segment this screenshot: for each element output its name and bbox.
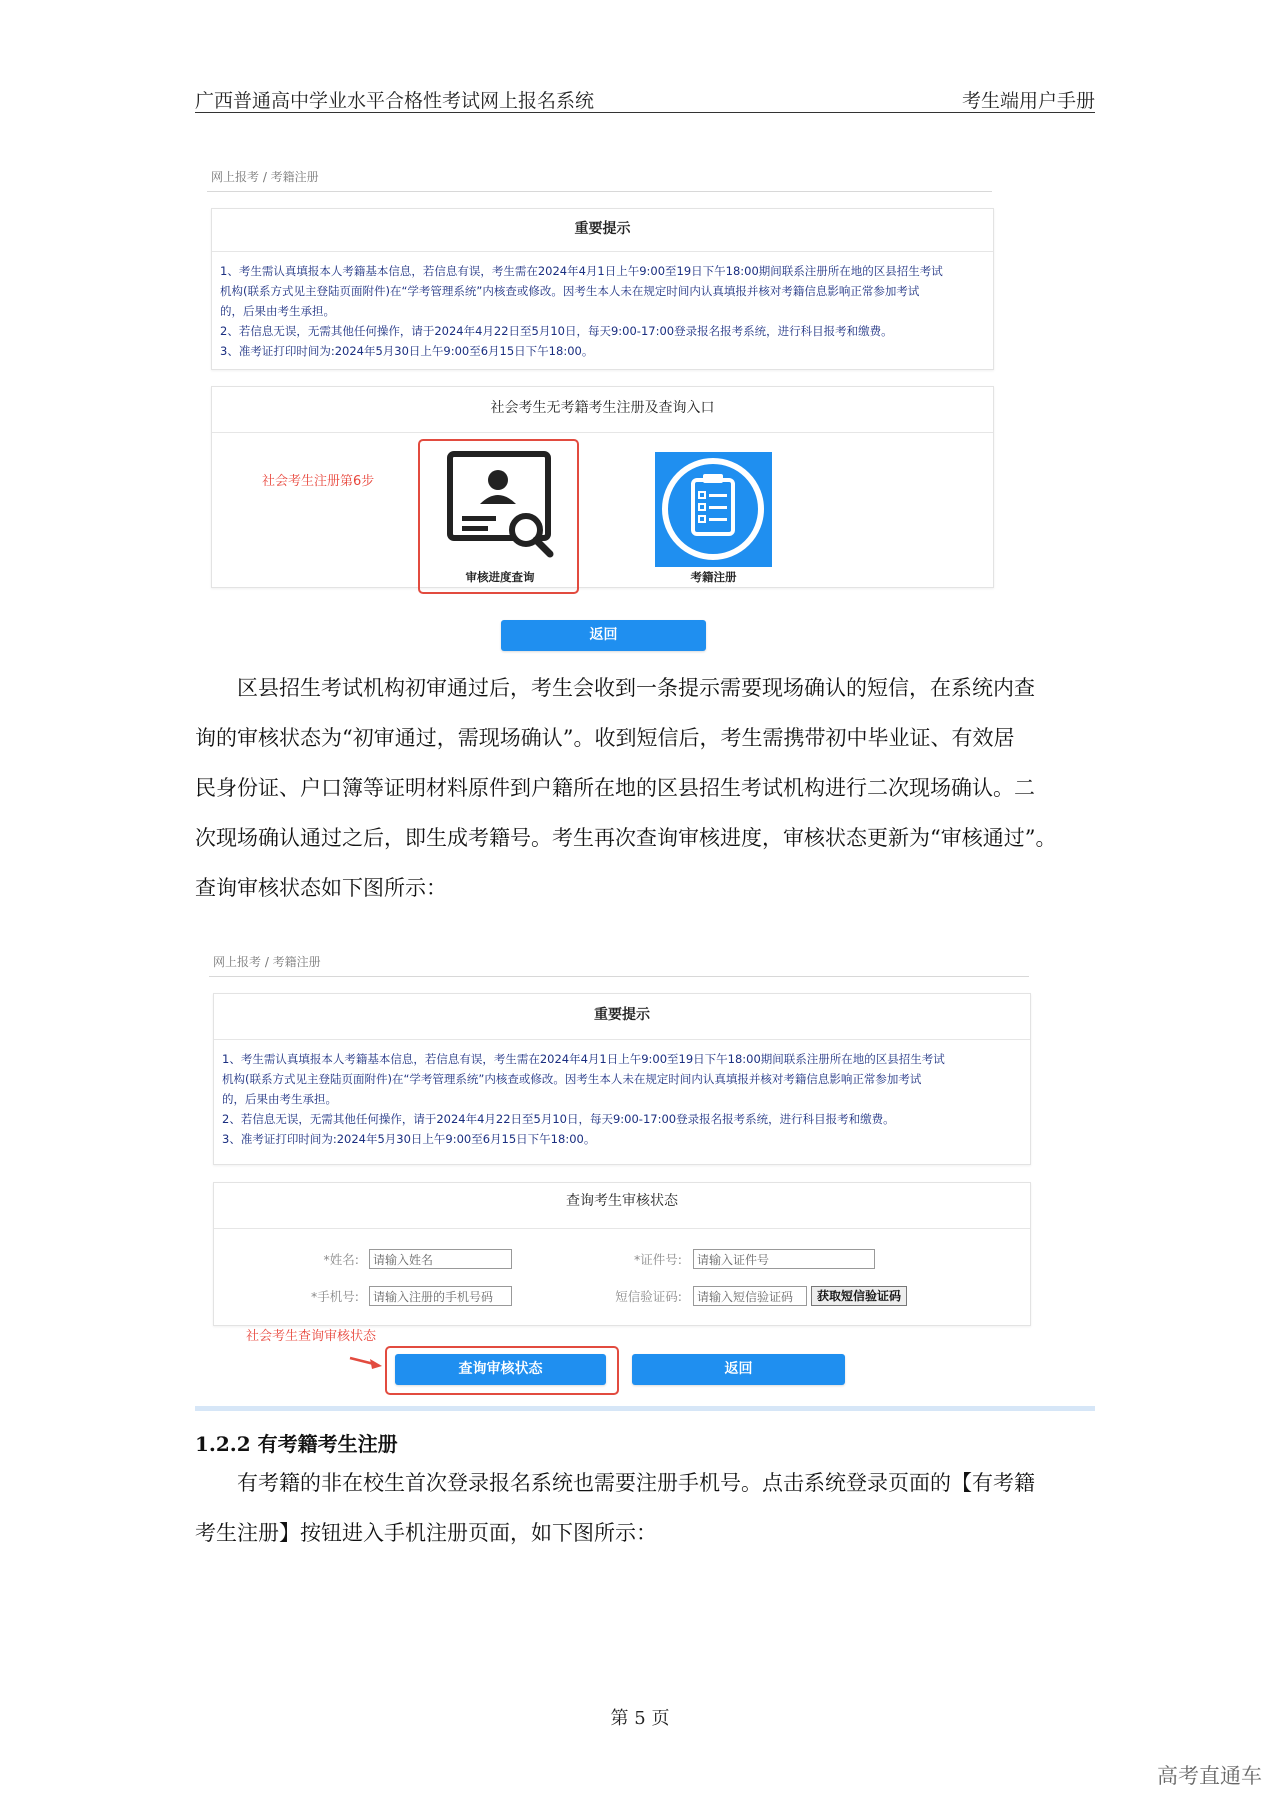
breadcrumb: 网上报考 / 考籍注册: [213, 955, 321, 969]
notice-panel: [213, 993, 1031, 1165]
step-annotation: 社会考生查询审核状态: [246, 1329, 377, 1344]
notice-panel: [211, 208, 994, 370]
paragraph-line: 民身份证、户口簿等证明材料原件到户籍所在地的区县招生考试机构进行二次现场确认。二: [195, 776, 1035, 800]
get-sms-code-button[interactable]: 获取短信验证码: [811, 1286, 907, 1306]
arrow-icon: [348, 1355, 384, 1371]
notice-line: 的，后果由考生承担。: [220, 304, 335, 318]
name-label: *姓名:: [323, 1252, 359, 1267]
phone-label: *手机号:: [311, 1289, 359, 1304]
paragraph-line: 有考籍的非在校生首次登录报名系统也需要注册手机号。点击系统登录页面的【有考籍: [237, 1471, 1035, 1495]
notice-line: 1、考生需认真填报本人考籍基本信息，若信息有误，考生需在2024年4月1日上午9:00至19日下午18:00期间联系注册所在地的区县招生考试: [222, 1052, 945, 1066]
notice-line: 3、准考证打印时间为:2024年5月30日上午9:00至6月15日下午18:00。: [222, 1132, 596, 1146]
notice-line: 机构(联系方式见主登陆页面附件)在“学考管理系统”内核查或修改。因考生本人未在规定时间内认真填报并核对考籍信息影响正常参加考试: [222, 1072, 922, 1086]
breadcrumb-divider: [209, 976, 1029, 977]
figure-bottom-rule: [195, 1406, 1095, 1411]
audit-query-label[interactable]: 审核进度查询: [465, 570, 535, 584]
header-manual-name: 考生端用户手册: [961, 90, 1095, 112]
notice-line: 3、准考证打印时间为:2024年5月30日上午9:00至6月15日下午18:00。: [220, 344, 594, 358]
id-label: *证件号:: [634, 1252, 682, 1267]
name-input[interactable]: 请输入姓名: [369, 1249, 512, 1269]
notice-text: [222, 1049, 1027, 1149]
notice-line: 1、考生需认真填报本人考籍基本信息，若信息有误，考生需在2024年4月1日上午9:00至19日下午18:00期间联系注册所在地的区县招生考试: [220, 264, 943, 278]
entry-title: 社会考生无考籍考生注册及查询入口: [490, 400, 715, 416]
registration-label[interactable]: 考籍注册: [690, 570, 737, 584]
back-button[interactable]: 返回: [632, 1354, 845, 1385]
breadcrumb-divider: [207, 191, 992, 192]
section-heading: 1.2.2 有考籍考生注册: [195, 1432, 398, 1456]
notice-divider: [214, 1039, 1030, 1040]
running-header: [195, 86, 1095, 113]
watermark: 高考直通车: [1157, 1764, 1262, 1788]
audit-query-icon[interactable]: [440, 446, 560, 566]
notice-title: 重要提示: [594, 1007, 650, 1023]
page-number: 第 5 页: [610, 1708, 670, 1729]
id-number-input[interactable]: 请输入证件号: [693, 1249, 875, 1269]
notice-line: 2、若信息无误，无需其他任何操作，请于2024年4月22日至5月10日，每天9:00-17:00登录报名报考系统，进行科目报考和缴费。: [222, 1112, 895, 1126]
query-panel: [213, 1182, 1031, 1326]
notice-line: 的，后果由考生承担。: [222, 1092, 337, 1106]
query-divider: [214, 1228, 1030, 1229]
sms-code-input[interactable]: 请输入短信验证码: [693, 1286, 807, 1306]
paragraph-line: 次现场确认通过之后，即生成考籍号。考生再次查询审核进度，审核状态更新为“审核通过”。: [195, 826, 1057, 850]
sms-code-label: 短信验证码:: [615, 1289, 682, 1304]
notice-text: [220, 261, 990, 361]
notice-divider: [212, 251, 993, 252]
header-title: 广西普通高中学业水平合格性考试网上报名系统: [195, 90, 595, 112]
phone-input[interactable]: 请输入注册的手机号码: [369, 1286, 512, 1306]
body-paragraph: [195, 663, 1095, 913]
paragraph-line: 询的审核状态为“初审通过，需现场确认”。收到短信后，考生需携带初中毕业证、有效居: [195, 726, 1015, 750]
section-paragraph: [195, 1458, 1095, 1558]
entry-divider: [212, 432, 993, 433]
paragraph-line: 查询审核状态如下图所示：: [195, 876, 447, 900]
paragraph-line: 区县招生考试机构初审通过后，考生会收到一条提示需要现场确认的短信，在系统内查: [237, 676, 1035, 700]
query-title: 查询考生审核状态: [566, 1193, 678, 1209]
paragraph-line: 考生注册】按钮进入手机注册页面，如下图所示：: [195, 1521, 657, 1545]
step-annotation: 社会考生注册第6步: [262, 474, 375, 489]
back-button[interactable]: 返回: [501, 620, 706, 651]
registration-icon[interactable]: [655, 452, 772, 567]
notice-line: 2、若信息无误，无需其他任何操作，请于2024年4月22日至5月10日，每天9:00-17:00登录报名报考系统，进行科目报考和缴费。: [220, 324, 893, 338]
notice-line: 机构(联系方式见主登陆页面附件)在“学考管理系统”内核查或修改。因考生本人未在规定时间内认真填报并核对考籍信息影响正常参加考试: [220, 284, 920, 298]
query-status-button[interactable]: 查询审核状态: [395, 1354, 606, 1385]
notice-title: 重要提示: [574, 221, 631, 237]
breadcrumb: 网上报考 / 考籍注册: [211, 170, 319, 184]
